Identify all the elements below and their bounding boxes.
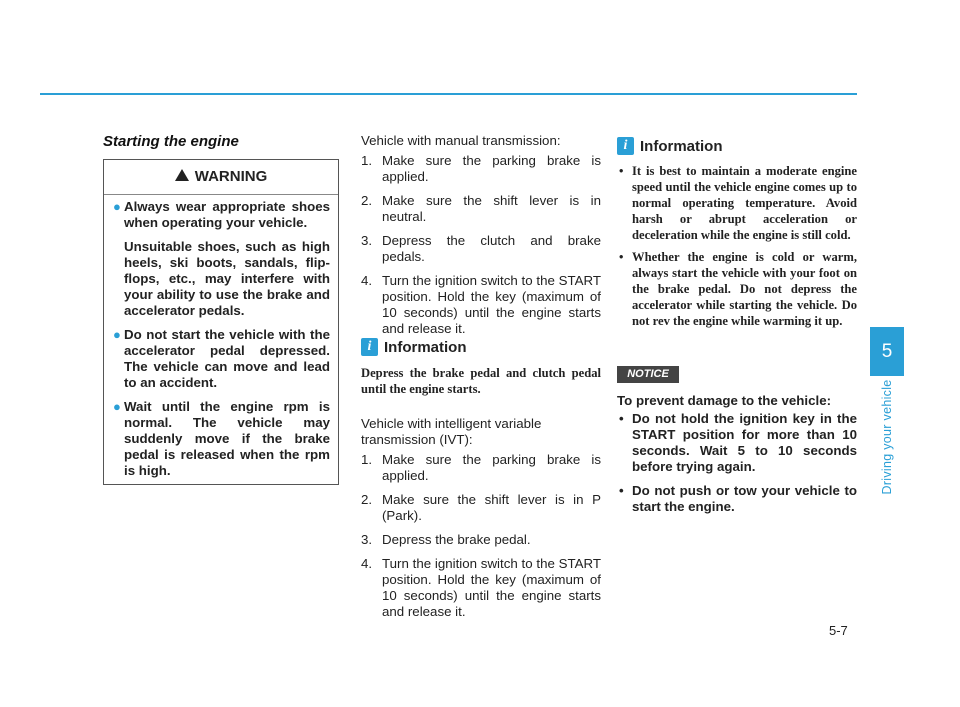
step-number: 3. [361, 532, 373, 547]
warning-divider [104, 194, 338, 195]
step-text: Turn the ignition switch to the START position. Hold the key (maximum of 10 seconds) until the engine starts and release it. [382, 556, 601, 619]
bullet-icon: ● [113, 199, 121, 214]
page-number: 5-7 [829, 623, 848, 638]
step-text: Make sure the parking brake is applied. [382, 452, 601, 483]
notice-item [617, 483, 857, 515]
notice-item [617, 411, 857, 475]
manual-heading: Vehicle with manual transmission: [361, 133, 561, 148]
info-list [617, 163, 857, 335]
step-number: 1. [361, 452, 373, 467]
warning-text: Unsuitable shoes, such as high heels, ski boots, sandals, flip-flops, etc., may interfere with your ability to use the brake and accelerator pedals. [124, 239, 330, 318]
section-title: Starting the engine [103, 133, 239, 150]
step-text: Depress the brake pedal. [382, 532, 531, 547]
step-item [361, 153, 601, 185]
step-item [361, 556, 601, 620]
info-item [617, 163, 857, 243]
bullet-icon: ● [113, 399, 121, 414]
step-number: 4. [361, 556, 373, 571]
step-item [361, 532, 601, 548]
info-icon: i [361, 338, 378, 356]
warning-list [104, 199, 338, 487]
chapter-tab: 5 [870, 327, 904, 376]
ivt-heading: Vehicle with intelligent variable transmission (IVT): [361, 416, 542, 447]
bullet-icon: • [619, 483, 624, 498]
warning-item [104, 199, 338, 319]
warning-header [104, 160, 338, 194]
notice-list [617, 411, 857, 523]
step-number: 4. [361, 273, 373, 288]
warning-label: WARNING [194, 168, 268, 185]
step-text: Make sure the shift lever is in neutral. [382, 193, 601, 224]
warning-box [103, 159, 339, 485]
step-item [361, 492, 601, 524]
warning-text: Do not start the vehicle with the accelerator pedal depressed. The vehicle can move and lead to an accident. [124, 327, 330, 390]
info-icon: i [617, 137, 634, 155]
notice-item-text: Do not push or tow your vehicle to start the engine. [632, 483, 857, 514]
info-header [361, 338, 467, 358]
notice-title: To prevent damage to the vehicle: [617, 393, 832, 408]
warning-text: Always wear appropriate shoes when operating your vehicle. [124, 199, 330, 230]
info-item [617, 249, 857, 329]
step-item [361, 273, 601, 337]
bullet-icon: ● [113, 327, 121, 342]
ivt-steps [361, 452, 601, 628]
info-header [617, 137, 723, 157]
bullet-icon: • [619, 164, 624, 178]
step-number: 3. [361, 233, 373, 248]
step-item [361, 233, 601, 265]
step-number: 1. [361, 153, 373, 168]
step-item [361, 193, 601, 225]
warning-item [104, 327, 338, 391]
chapter-label: Driving your vehicle [880, 379, 894, 495]
notice-badge: NOTICE [617, 366, 679, 383]
step-text: Make sure the parking brake is applied. [382, 153, 601, 184]
info-label: Information [384, 338, 467, 356]
notice-item-text: Do not hold the ignition key in the START position for more than 10 seconds. Wait 5 to 10 seconds before trying again. [632, 411, 857, 474]
step-number: 2. [361, 492, 373, 507]
step-text: Depress the clutch and brake pedals. [382, 233, 601, 264]
info-item-text: It is best to maintain a moderate engine speed until the vehicle engine comes up to normal operating temperature. Avoid harsh or abrupt acceleration or deceleration while the engine is still cold. [632, 164, 857, 242]
step-text: Make sure the shift lever is in P (Park). [382, 492, 601, 523]
info-text: Depress the brake pedal and clutch pedal until the engine starts. [361, 366, 601, 396]
info-label: Information [640, 137, 723, 155]
step-number: 2. [361, 193, 373, 208]
manual-steps [361, 153, 601, 345]
bullet-icon: • [619, 411, 624, 426]
warning-item [104, 399, 338, 479]
step-item [361, 452, 601, 484]
warning-text: Wait until the engine rpm is normal. The vehicle may suddenly move if the brake pedal is released when the rpm is high. [124, 399, 330, 478]
info-item-text: Whether the engine is cold or warm, always start the vehicle with your foot on the brake pedal. Do not depress the accelerator while starting the vehicle. Do not rev the engine while warming it up. [632, 250, 857, 328]
step-text: Turn the ignition switch to the START position. Hold the key (maximum of 10 seconds) until the engine starts and release it. [382, 273, 601, 336]
top-rule [40, 93, 857, 95]
bullet-icon: • [619, 250, 624, 264]
warning-triangle-icon [175, 169, 189, 181]
